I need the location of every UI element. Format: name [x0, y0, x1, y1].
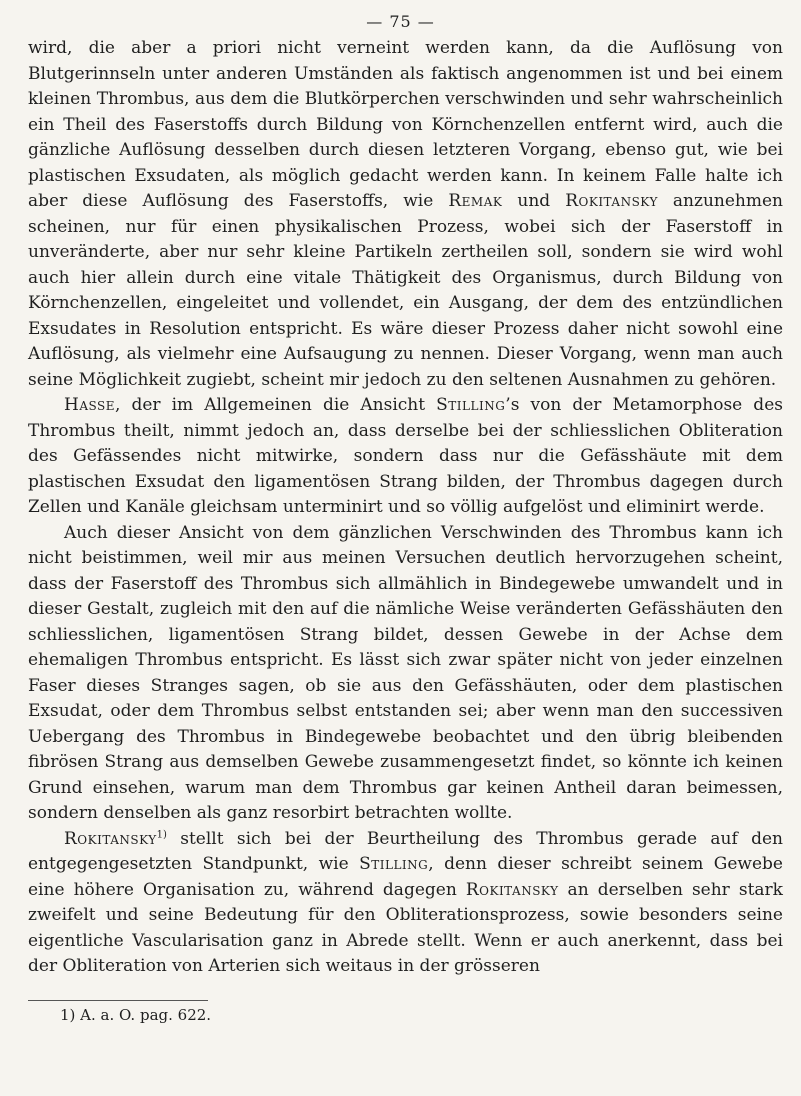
page-number: — 75 —	[366, 12, 435, 31]
author-name: Stilling	[436, 395, 506, 415]
author-name: Stilling	[359, 854, 429, 874]
author-name: Remak	[448, 191, 503, 211]
text-segment: und	[502, 191, 566, 211]
text-segment: anzunehmen scheinen, nur für einen physikalischen Prozess, wobei sich der Faserstoff in unveränderte, aber nur sehr kleine Partikeln zertheilen soll, sondern sie wird wohl auch hier allein durch eine vitale Thätigkeit des Organismus, durch Bildung von Körnchenzellen, eingeleitet und vollendet, ein Ausgang, der dem des entzündlichen Exsudates in Resolution entspricht. Es wäre dieser Prozess daher nicht sowohl eine Auflösung, als vielmehr eine Aufsaugung zu nennen. Dieser Vorgang, wenn man auch seine Möglichkeit zugiebt, scheint mir jedoch zu den seltenen Ausnahmen zu gehören.	[28, 191, 783, 390]
author-name: Hasse	[64, 395, 115, 415]
paragraph	[28, 393, 783, 521]
paragraph	[28, 827, 783, 980]
author-name: Rokitansky	[465, 879, 559, 900]
paragraph	[28, 521, 783, 827]
text-segment: , der im Allgemeinen die Ansicht	[114, 395, 437, 415]
text-segment: an derselben sehr stark zweifelt und seine Bedeutung für den Obliterationsprozess, sowie besonders seine eigentliche Vascularisation ganz in Abrede stellt. Wenn er auch anerkennt, dass bei der Obliteration von Arterien sich weitaus in der grösseren	[28, 879, 783, 976]
text-segment: , denn dieser schreibt seinem Gewebe eine höhere Organisation zu, während dagegen	[28, 854, 783, 900]
footnote-marker: 1)	[156, 828, 167, 840]
text-segment: Auch dieser Ansicht von dem gänzlichen Verschwinden des Thrombus kann ich nicht beistimmen, weil mir aus meinen Versuchen deutlich hervorzugehen scheint, dass der Faserstoff des Thrombus sich allmählich in Bindegewebe umwandelt und in dieser Gestalt, zugleich mit den auf die nämliche Weise veränderten Gefässhäuten den schliesslichen, ligamentösen Strang bildet, dessen Gewebe in der Achse dem ehemaligen Thrombus entspricht. Es lässt sich zwar später nicht von jeder einzelnen Faser dieses Stranges sagen, ob sie aus den Gefässhäuten, oder dem plastischen Exsudat, oder dem Thrombus selbst entstanden sei; aber wenn man den successiven Uebergang des Thrombus in Bindegewebe beobachtet und den übrig bleibenden fibrösen Strang aus demselben Gewebe zusammengesetzt findet, so könnte ich keinen Grund einsehen, warum man dem Thrombus gar keinen Antheil daran beimessen, sondern denselben als ganz resorbirt betrachten wollte.	[28, 522, 783, 823]
text-segment: stellt sich bei der Beurtheilung des Thrombus gerade auf den entgegengesetzten Standpunkt, wie	[28, 828, 783, 874]
body-text	[28, 36, 783, 980]
text-segment: ’s von der Metamorphose des Thrombus theilt, nimmt jedoch an, dass derselbe bei der schliesslichen Obliteration des Gefässendes nicht mitwirke, sondern dass nur die Gefässhäute mit dem plastischen Exsudat den ligamentösen Strang bilden, der Thrombus dagegen durch Zellen und Kanäle gleichsam unterminirt und so völlig aufgelöst und eliminirt werde.	[28, 395, 783, 517]
text-segment: wird, die aber a priori nicht verneint werden kann, da die Auflösung von Blutgerinnseln unter anderen Umständen als faktisch angenommen ist und bei einem kleinen Thrombus, aus dem die Blutkörperchen verschwinden und sehr wahrscheinlich ein Theil des Faserstoffs durch Bildung von Körnchenzellen entfernt wird, auch die gänzliche Auflösung desselben durch diesen letzteren Vorgang, ebenso gut, wie bei plastischen Exsudaten, als möglich gedacht werden kann. In keinem Falle halte ich aber diese Auflösung des Faserstoffs, wie	[28, 38, 783, 211]
author-name: Rokitansky	[565, 191, 658, 211]
footnote: 1) A. a. O. pag. 622.	[60, 1006, 212, 1024]
author-name: Rokitansky	[64, 828, 157, 849]
footnote-rule	[28, 1000, 208, 1001]
paragraph	[28, 36, 783, 393]
